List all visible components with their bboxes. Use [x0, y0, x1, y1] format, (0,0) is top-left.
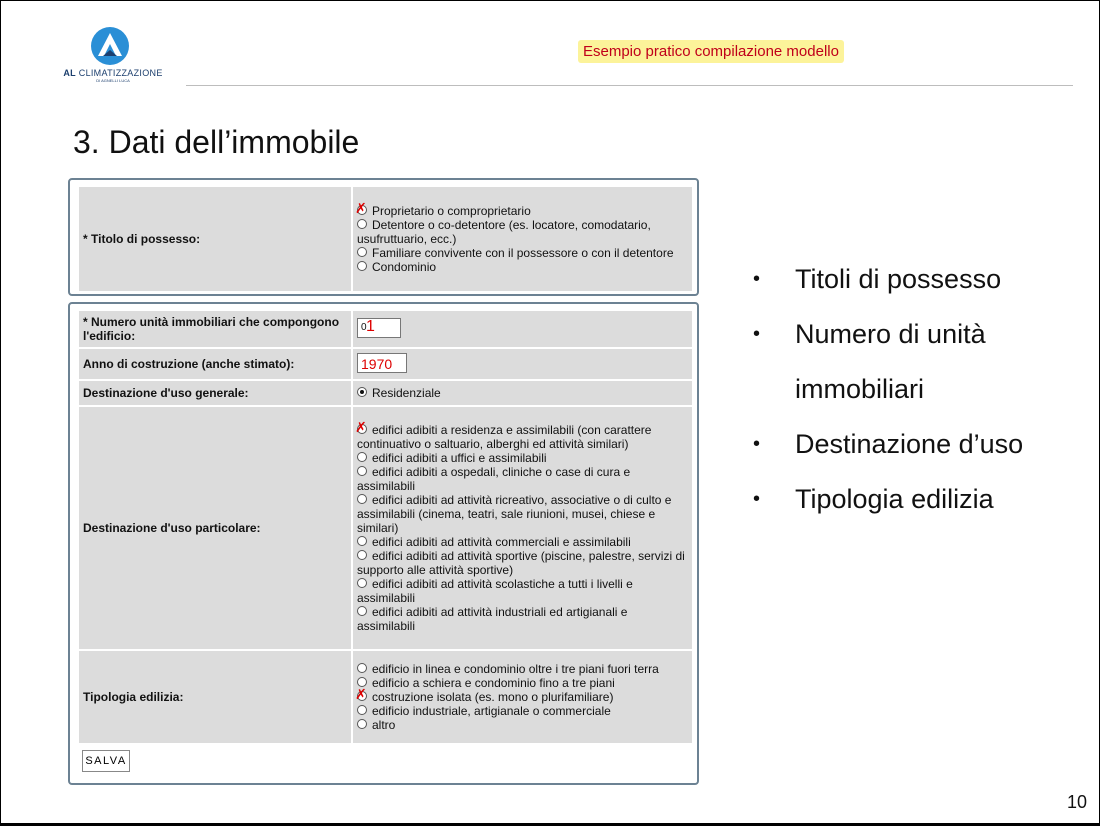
dest-part-option-label: edifici adibiti a residenza e assimilabili (con carattere continuativo o saltuario, alberghi ed attività similari) — [357, 423, 652, 451]
dest-part-option — [357, 451, 688, 465]
logo-icon — [90, 26, 130, 66]
bullet-item — [753, 472, 1102, 527]
tipologia-option-label: edificio a schiera e condominio fino a tre piani — [372, 676, 615, 690]
tipologia-option — [357, 704, 688, 718]
tipologia-option — [357, 718, 688, 732]
dest-gen-radio[interactable] — [357, 387, 367, 397]
page-title: 3. Dati dell’immobile — [73, 124, 360, 160]
possesso-option — [355, 201, 688, 218]
bullet-icon: • — [753, 488, 761, 510]
tipologia-option — [357, 662, 688, 676]
dest-gen-cell — [353, 381, 692, 405]
handwritten-check-mark: ✗ — [355, 687, 367, 703]
handwritten-check-mark: ✗ — [355, 420, 367, 436]
immobile-table — [77, 309, 694, 745]
handwritten-check-mark: ✗ — [355, 201, 367, 217]
tipologia-option — [355, 687, 688, 704]
company-logo — [58, 26, 168, 86]
tipologia-radio[interactable] — [357, 719, 367, 729]
possesso-radio[interactable] — [357, 261, 367, 271]
dest-part-radio[interactable] — [357, 494, 367, 504]
unita-cell — [353, 311, 692, 347]
tipologia-radio[interactable] — [357, 663, 367, 673]
possesso-option — [357, 246, 688, 260]
bullet-list — [753, 252, 1102, 527]
anno-label: Anno di costruzione (anche stimato): — [79, 349, 351, 379]
dest-part-option-label: edifici adibiti ad attività ricreativo, associative o di culto e assimilabili (cinema, teatri, sale riunioni, musei, chiese e similari) — [357, 493, 672, 535]
dest-part-option — [357, 493, 688, 535]
dest-part-option-label: edifici adibiti ad attività sportive (piscine, palestre, servizi di supporto alle attività sportive) — [357, 549, 685, 577]
tipologia-options — [353, 651, 692, 743]
bullet-text: Titoli di possesso — [795, 264, 1002, 294]
logo-subtitle: DI AGNELLI LUCA — [96, 78, 130, 83]
page-number: 10 — [1067, 792, 1088, 812]
possesso-options — [353, 187, 692, 291]
unita-input[interactable] — [357, 318, 401, 338]
dest-part-label: Destinazione d'uso particolare: — [79, 407, 351, 649]
dest-part-radio[interactable] — [357, 536, 367, 546]
bullet-icon: • — [753, 433, 761, 455]
possesso-option — [357, 260, 688, 274]
bullet-item — [753, 307, 1102, 417]
possesso-radio[interactable] — [357, 247, 367, 257]
anno-cell — [353, 349, 692, 379]
dest-gen-value: Residenziale — [372, 386, 441, 400]
dest-part-option-label: edifici adibiti a ospedali, cliniche o case di cura e assimilabili — [357, 465, 631, 493]
dest-part-option — [357, 577, 688, 605]
possesso-radio[interactable] — [357, 219, 367, 229]
anno-input[interactable] — [357, 353, 407, 373]
bullet-icon: • — [753, 268, 761, 290]
bullet-text: Numero di unità immobiliari — [795, 319, 986, 404]
possesso-option — [357, 218, 688, 246]
dest-part-option — [357, 465, 688, 493]
tipologia-option-label: edificio industriale, artigianale o commerciale — [372, 704, 611, 718]
possesso-option-label: Detentore o co-detentore (es. locatore, comodatario, usufruttuario, ecc.) — [357, 218, 651, 246]
dest-part-option-label: edifici adibiti ad attività commerciali e assimilabili — [372, 535, 631, 549]
save-button[interactable]: SALVA — [82, 750, 130, 772]
dest-part-radio[interactable] — [357, 550, 367, 560]
tipologia-option — [357, 676, 688, 690]
dest-part-option — [357, 605, 688, 633]
immobile-form — [68, 302, 699, 785]
possesso-option-label: Condominio — [372, 260, 437, 274]
dest-part-option — [355, 420, 688, 451]
tipologia-radio[interactable] — [357, 677, 367, 687]
header-note: Esempio pratico compilazione modello — [578, 40, 844, 63]
dest-part-option — [357, 535, 688, 549]
dest-part-option-label: edifici adibiti ad attività scolastiche a tutti i livelli e assimilabili — [357, 577, 633, 605]
bullet-text: Tipologia edilizia — [795, 484, 994, 514]
possesso-form — [68, 178, 699, 296]
tipologia-option-label: costruzione isolata (es. mono o plurifamiliare) — [372, 690, 614, 704]
tipologia-option-label: altro — [372, 718, 396, 732]
dest-part-option-label: edifici adibiti ad attività industriali ed artigianali e assimilabili — [357, 605, 628, 633]
possesso-option-label: Proprietario o comproprietario — [372, 204, 531, 218]
possesso-option-label: Familiare convivente con il possessore o con il detentore — [372, 246, 674, 260]
dest-part-radio[interactable] — [357, 578, 367, 588]
unita-prefill: 0 — [361, 321, 367, 333]
dest-part-option-label: edifici adibiti a uffici e assimilabili — [372, 451, 547, 465]
logo-brand: AL CLIMATIZZAZIONE — [63, 68, 163, 78]
dest-part-radio[interactable] — [357, 606, 367, 616]
dest-gen-label: Destinazione d'uso generale: — [79, 381, 351, 405]
possesso-label: * Titolo di possesso: — [79, 187, 351, 291]
dest-part-radio[interactable] — [357, 466, 367, 476]
unita-handwritten: 1 — [366, 317, 375, 335]
possesso-table — [77, 185, 694, 293]
tipologia-label: Tipologia edilizia: — [79, 651, 351, 743]
dest-part-radio[interactable] — [357, 452, 367, 462]
header-divider — [186, 85, 1073, 86]
anno-handwritten: 1970 — [361, 355, 393, 372]
bullet-item — [753, 417, 1102, 472]
tipologia-option-label: edificio in linea e condominio oltre i tre piani fuori terra — [372, 662, 659, 676]
bullet-icon: • — [753, 323, 761, 345]
dest-part-option — [357, 549, 688, 577]
dest-part-options — [353, 407, 692, 649]
unita-label: * Numero unità immobiliari che compongono l'edificio: — [79, 311, 351, 347]
bullet-text: Destinazione d’uso — [795, 429, 1024, 459]
bullet-item — [753, 252, 1102, 307]
tipologia-radio[interactable] — [357, 705, 367, 715]
